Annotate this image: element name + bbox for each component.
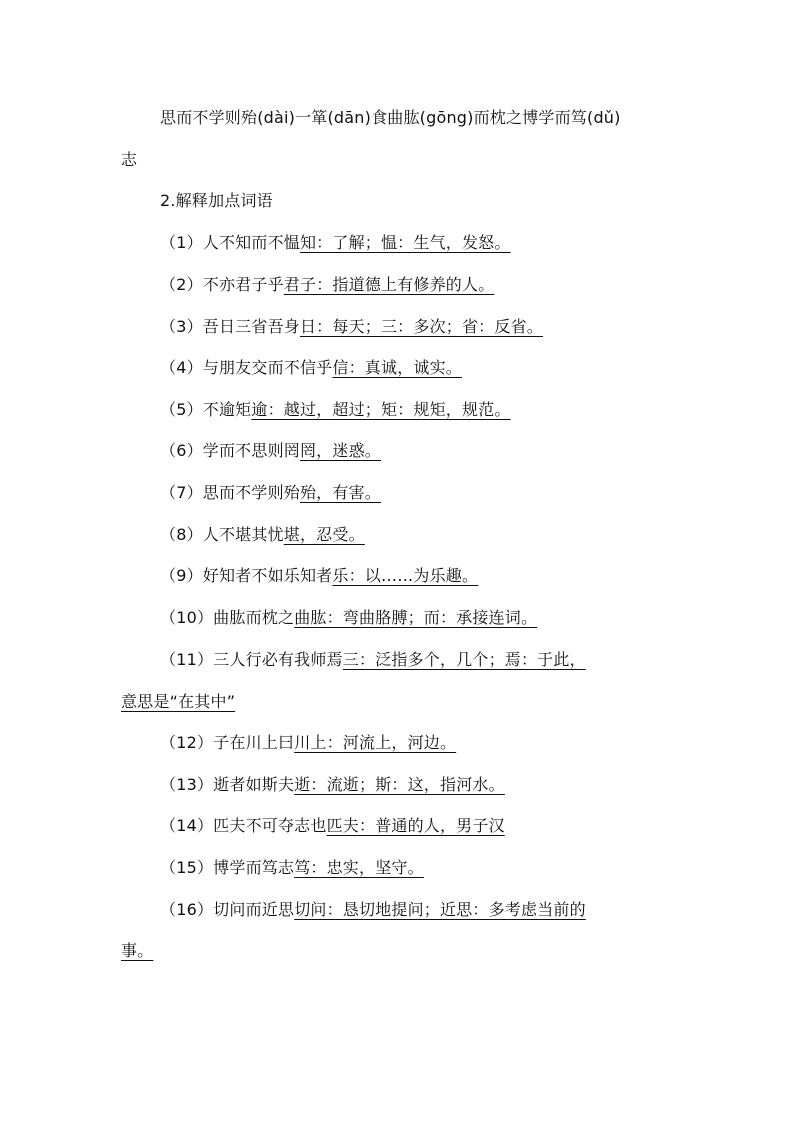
item-number: （16） [160,900,214,919]
item-phrase: 曲肱而枕之 [213,608,295,627]
item-14 [160,816,505,836]
item-answer: 知：了解；愠：生气，发怒。 [299,233,511,252]
item-9 [160,566,478,586]
item-11-continuation [121,692,235,712]
pinyin-line-2: 志 [121,150,138,169]
item-answer: 笃：忠实，坚守。 [294,858,424,877]
item-number: （4） [160,358,203,377]
item-8 [160,525,365,545]
item-15 [160,858,424,878]
item-phrase: 逝者如斯夫 [213,775,295,794]
item-11 [160,650,586,670]
item-answer: 殆，有害。 [299,483,381,502]
item-phrase: 不逾矩 [202,400,252,419]
item-number: （6） [160,441,203,460]
item-answer-continuation: 事。 [121,941,154,960]
item-number: （8） [160,525,203,544]
item-answer: 日：每天；三：多次；省：反省。 [299,317,543,336]
item-phrase: 人不堪其忧 [202,525,284,544]
item-answer: 乐：以……为乐趣。 [332,566,479,585]
item-phrase: 不亦君子乎 [202,275,284,294]
item-13 [160,775,505,795]
item-phrase: 人不知而不愠 [202,233,300,252]
item-number: （9） [160,566,203,585]
item-phrase: 子在川上曰 [213,733,295,752]
item-answer: 逝：流逝；斯：这，指河水。 [294,775,505,794]
pinyin-line-1: 思而不学则殆(dài)一箪(dān)食曲肱(gōng)而枕之博学而笃(dǔ) [160,108,621,127]
item-answer: 罔，迷惑。 [299,441,381,460]
item-6 [160,441,381,461]
item-answer: 切问：恳切地提问；近思：多考虑当前的 [294,900,586,919]
item-4 [160,358,462,378]
item-number: （1） [160,233,203,252]
item-1 [160,233,511,253]
item-number: （14） [160,816,214,835]
item-number: （11） [160,650,214,669]
item-phrase: 与朋友交而不信乎 [202,358,333,377]
item-7 [160,483,381,503]
item-5 [160,400,511,420]
item-answer: 君子：指道德上有修养的人。 [283,275,495,294]
item-answer-continuation: 意思是“在其中” [121,692,236,711]
item-number: （5） [160,400,203,419]
item-phrase: 博学而笃志 [213,858,295,877]
item-16-continuation [121,941,153,961]
item-16 [160,900,586,920]
item-phrase: 学而不思则罔 [202,441,300,460]
item-phrase: 匹夫不可夺志也 [213,816,327,835]
item-answer: 堪，忍受。 [283,525,365,544]
item-answer: 逾：越过，超过；矩：规矩，规范。 [251,400,511,419]
item-number: （3） [160,317,203,336]
item-number: （12） [160,733,214,752]
item-2 [160,275,494,295]
item-number: （7） [160,483,203,502]
item-phrase: 好知者不如乐知者 [202,566,333,585]
item-answer: 匹夫：普通的人，男子汉 [326,816,505,835]
item-10 [160,608,537,628]
item-phrase: 切问而近思 [213,900,295,919]
item-number: （2） [160,275,203,294]
item-answer: 信：真诚，诚实。 [332,358,462,377]
item-answer: 川上：河流上，河边。 [294,733,457,752]
item-number: （10） [160,608,214,627]
item-phrase: 吾日三省吾身 [202,317,300,336]
item-phrase: 三人行必有我师焉 [213,650,343,669]
item-answer: 曲肱：弯曲胳膊；而：承接连词。 [294,608,538,627]
item-number: （15） [160,858,214,877]
item-3 [160,317,543,337]
item-answer: 三：泛指多个，几个；焉：于此， [342,650,586,669]
item-number: （13） [160,775,214,794]
section-title: 2.解释加点词语 [160,191,273,210]
item-phrase: 思而不学则殆 [202,483,300,502]
item-12 [160,733,456,753]
